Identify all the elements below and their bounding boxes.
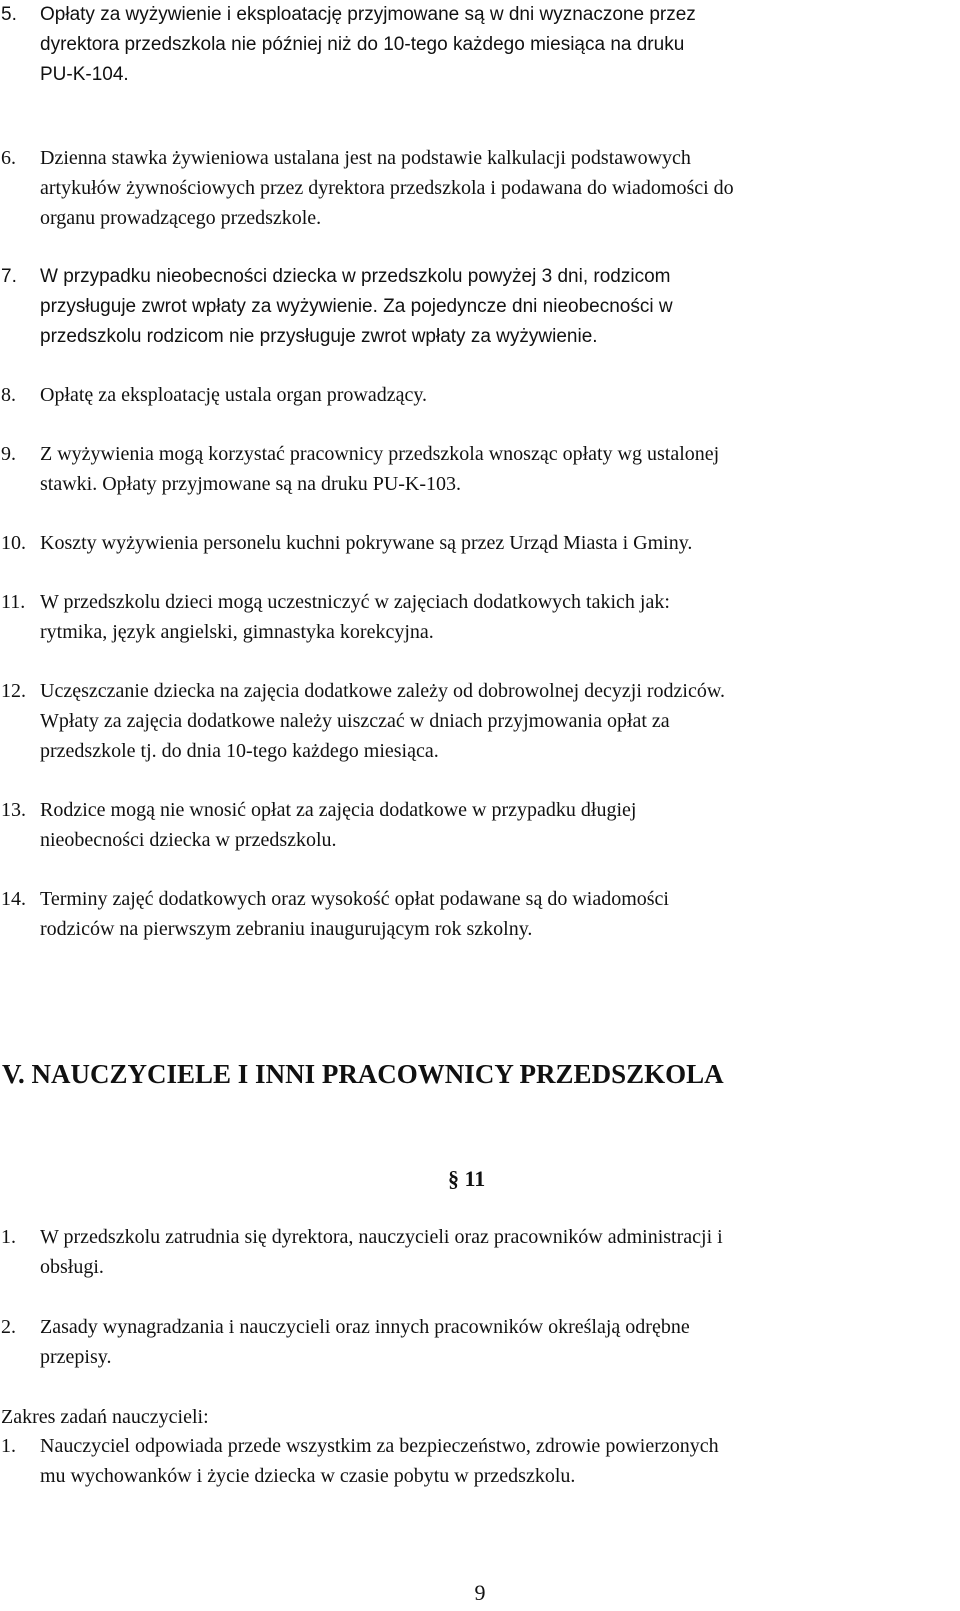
list-item-number: 6. xyxy=(1,147,16,169)
list-item-number: 14. xyxy=(1,888,26,910)
list-item-text: Opłatę za eksploatację ustala organ prowadzący. xyxy=(40,384,428,406)
subheading: Zakres zadań nauczycieli: xyxy=(1,1406,209,1428)
page-number: 9 xyxy=(474,1580,486,1605)
list-item-8 xyxy=(0,380,958,410)
list-item-text: W przedszkolu zatrudnia się dyrektora, nauczycieli oraz pracowników administracji i obsługi. xyxy=(40,1226,723,1278)
list-item-text: Koszty wyżywienia personelu kuchni pokrywane są przez Urząd Miasta i Gminy. xyxy=(40,532,693,554)
list-item-number: 1. xyxy=(1,1226,16,1248)
list-item-text: Nauczyciel odpowiada przede wszystkim za bezpieczeństwo, zdrowie powierzonych mu wychowanków i życie dziecka w czasie pobytu w przedszkolu. xyxy=(40,1435,719,1487)
list-item-11 xyxy=(0,587,958,647)
list-item-10 xyxy=(0,528,958,558)
list-item-number: 5. xyxy=(1,4,17,25)
list-item-13 xyxy=(0,795,958,855)
list-item-9 xyxy=(0,439,958,499)
list-item-number: 11. xyxy=(1,591,26,613)
list-item-text: W przedszkolu dzieci mogą uczestniczyć w zajęciach dodatkowych takich jak: rytmika, język angielski, gimnastyka korekcyjna. xyxy=(40,591,670,643)
list-item-text: Uczęszczanie dziecka na zajęcia dodatkowe zależy od dobrowolnej decyzji rodziców. Wpłaty za zajęcia dodatkowe należy uiszczać w dniach przyjmowania opłat za przedszkole tj. do dnia 10-tego każdego miesiąca. xyxy=(40,680,726,762)
list-item-number: 1. xyxy=(1,1435,16,1457)
list-item-number: 8. xyxy=(1,384,16,406)
list-item-5 xyxy=(0,0,958,90)
list-item-number: 13. xyxy=(1,799,26,821)
list-item-number: 2. xyxy=(1,1316,16,1338)
list-item-text: Zasady wynagradzania i nauczycieli oraz innych pracowników określają odrębne przepisy. xyxy=(40,1316,690,1368)
list-item-number: 9. xyxy=(1,443,16,465)
list-item-7 xyxy=(0,262,958,352)
list-item-14 xyxy=(0,884,958,944)
list-item-text: Dzienna stawka żywieniowa ustalana jest na podstawie kalkulacji podstawowych artykułów żywnościowych przez dyrektora przedszkola i podawana do wiadomości do organu prowadzącego przedszkole. xyxy=(40,147,734,229)
list-item-number: 7. xyxy=(1,266,17,287)
list-item-12 xyxy=(0,676,958,766)
section-list-item-2 xyxy=(0,1312,958,1372)
list-item-text: Opłaty za wyżywienie i eksploatację przyjmowane są w dni wyznaczone przez dyrektora przedszkola nie później niż do 10-tego każdego miesiąca na druku PU-K-104. xyxy=(40,4,696,85)
list-item-number: 10. xyxy=(1,532,26,554)
tasks-list-item-1 xyxy=(0,1431,958,1491)
section-list-item-1 xyxy=(0,1222,958,1282)
list-item-6 xyxy=(0,143,958,233)
list-item-text: Z wyżywienia mogą korzystać pracownicy przedszkola wnosząc opłaty wg ustalonej stawki. Opłaty przyjmowane są na druku PU-K-103. xyxy=(40,443,720,495)
list-item-text: Rodzice mogą nie wnosić opłat za zajęcia dodatkowe w przypadku długiej nieobecności dziecka w przedszkolu. xyxy=(40,799,637,851)
list-item-text: W przypadku nieobecności dziecka w przedszkolu powyżej 3 dni, rodzicom przysługuje zwrot wpłaty za wyżywienie. Za pojedyncze dni nieobecności w przedszkolu rodzicom nie przysługuje zwrot wpłaty za wyżywienie. xyxy=(40,266,673,347)
paragraph-number: § 11 xyxy=(448,1166,486,1191)
section-heading: V. NAUCZYCIELE I INNI PRACOWNICY PRZEDSZKOLA xyxy=(2,1059,724,1089)
list-item-number: 12. xyxy=(1,680,26,702)
list-item-text: Terminy zajęć dodatkowych oraz wysokość opłat podawane są do wiadomości rodziców na pierwszym zebraniu inaugurującym rok szkolny. xyxy=(40,888,669,940)
